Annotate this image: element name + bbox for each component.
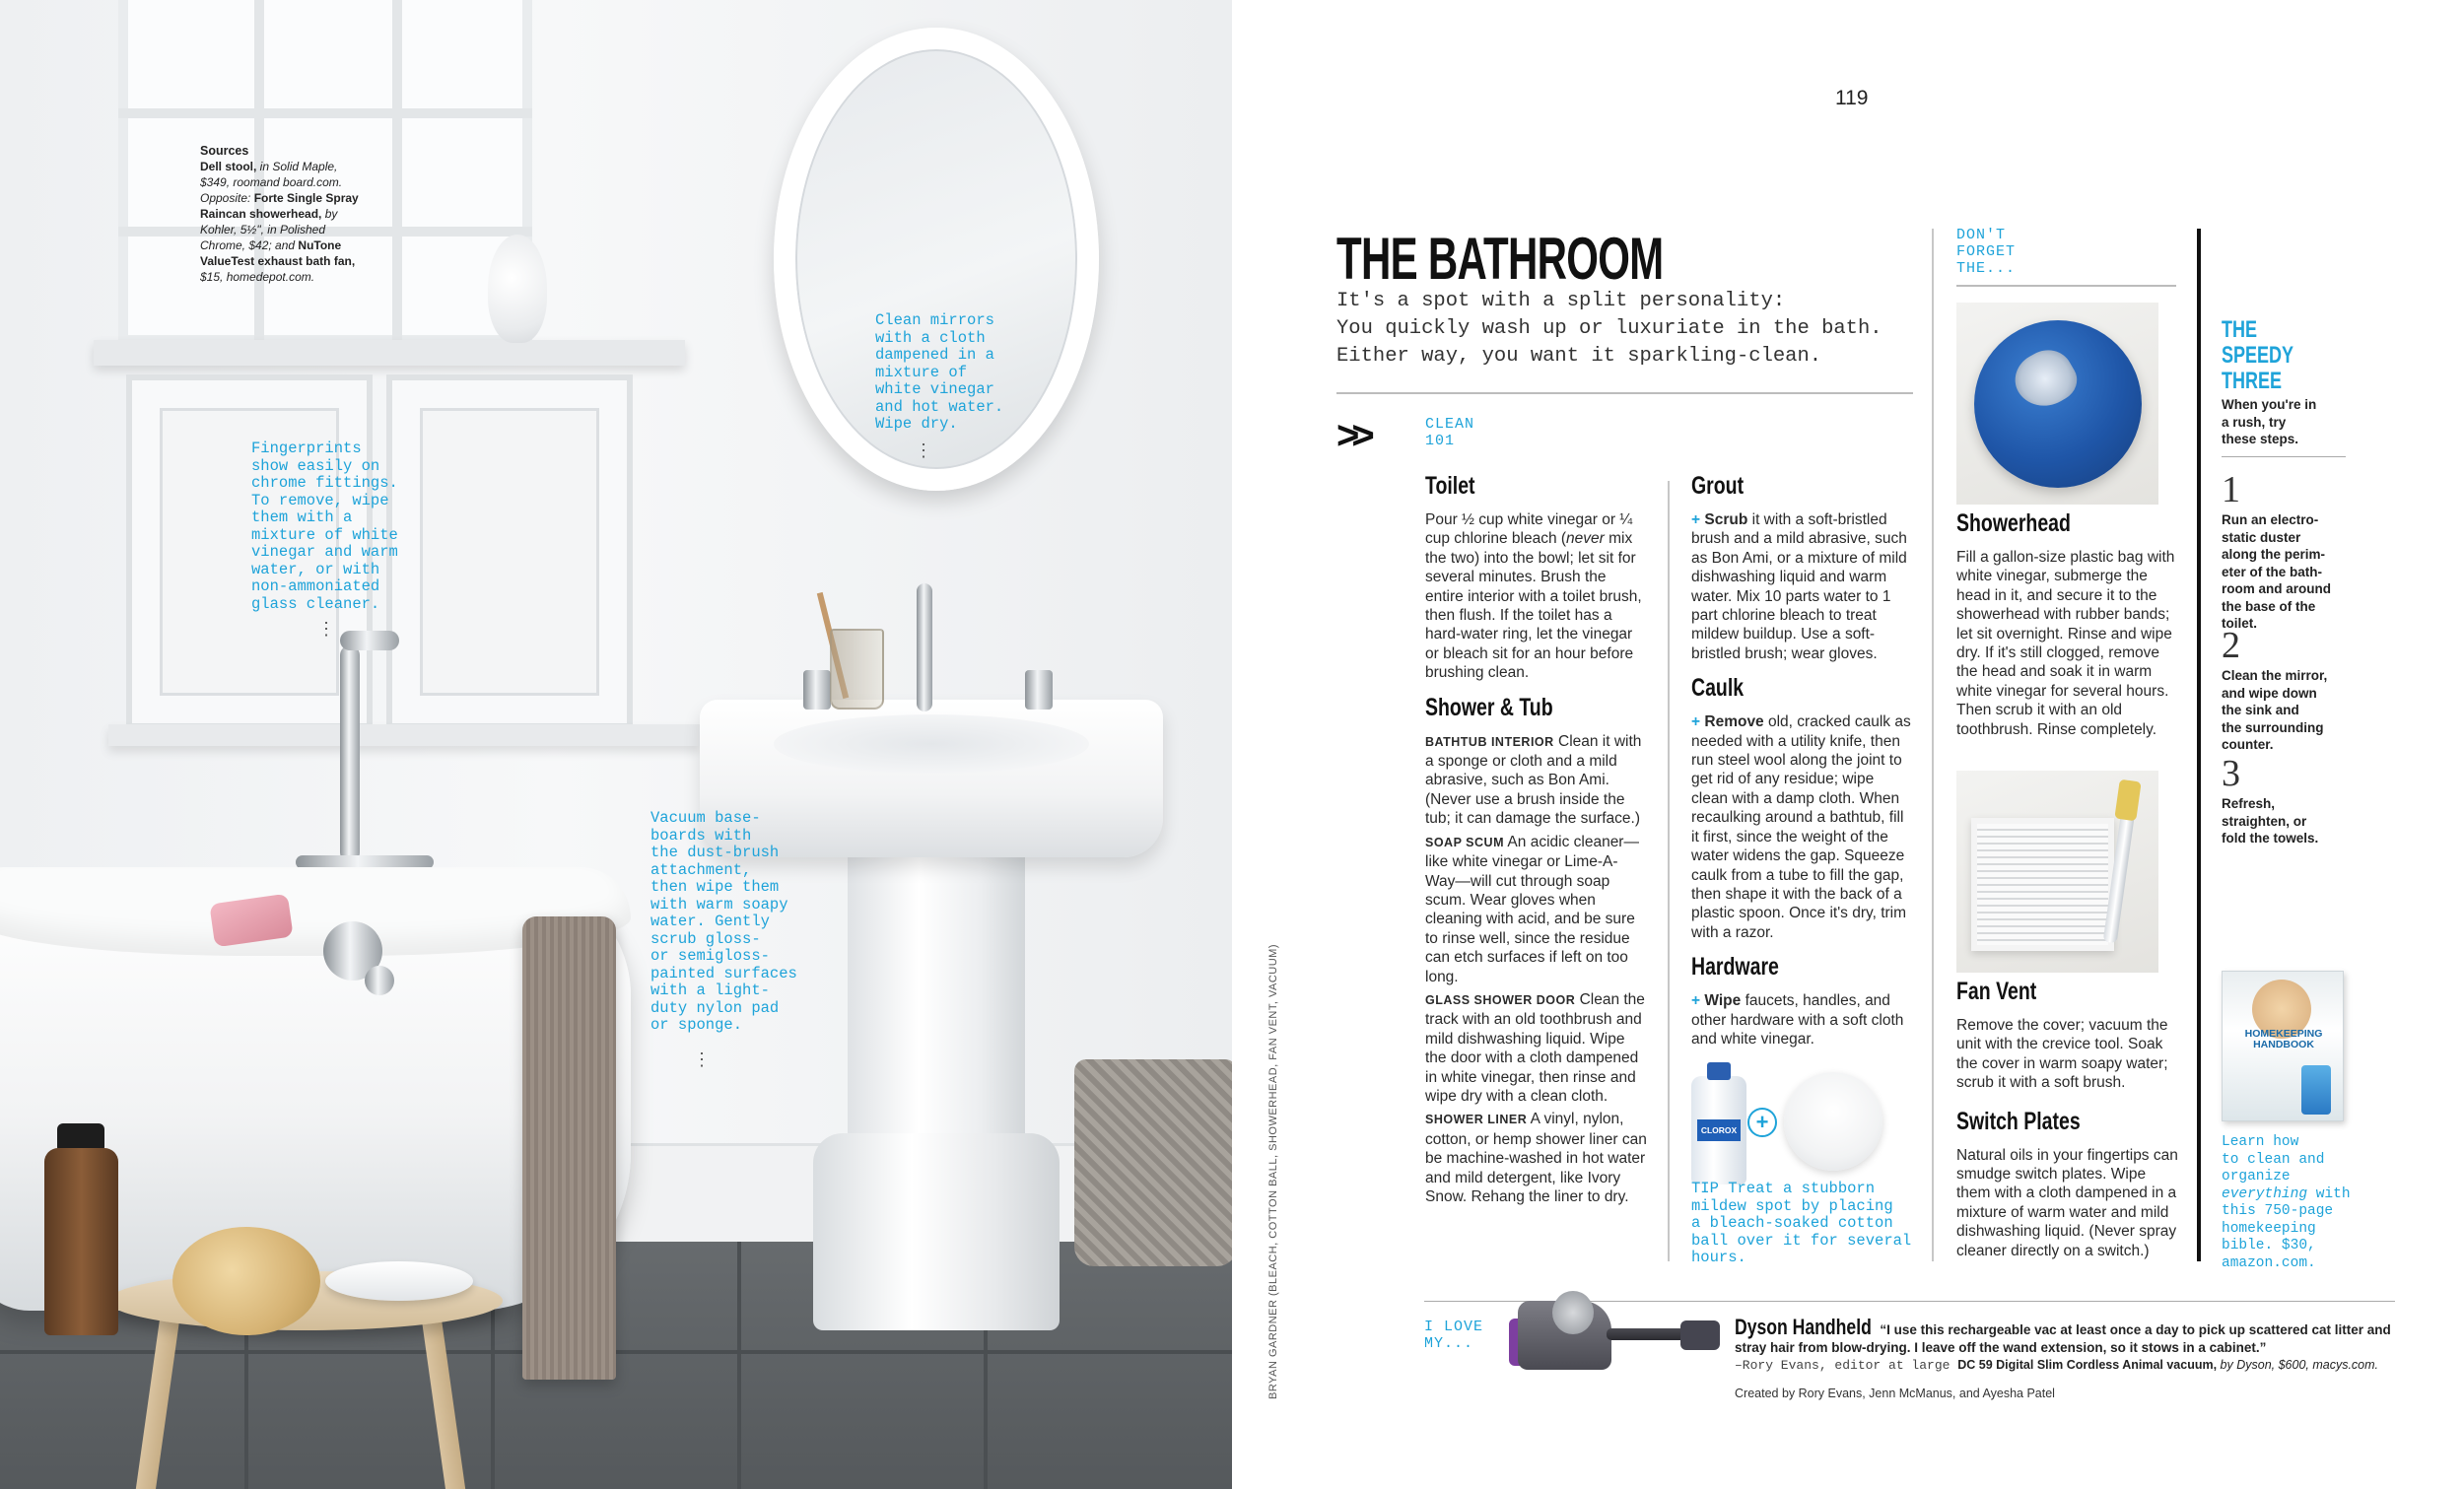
window-sill <box>94 340 685 366</box>
body-text: Clean the track with an old toothbrush and mild dishwashing liquid. Wipe the door with a cloth dampened in white vinegar, then rinse and wipe dry with a clean cloth. <box>1425 990 1645 1105</box>
section-body: Remove the cover; vacuum the unit with the crevice tool. Soak the cover in warm soapy water; scrub it with a soft brush. <box>1956 1017 2168 1092</box>
amber-bottle <box>44 1148 118 1335</box>
arrow-down-icon: ⋮ <box>317 621 335 641</box>
section-heading: Toilet <box>1425 472 1475 500</box>
blurb-text: with this 750-page homekeeping bible. $30, amazon.com. <box>2222 1185 2351 1271</box>
body-emphasis: never <box>1566 530 1605 548</box>
testimonial-quote: “I use this rechargeable vac at least once a day to pick up scattered cat litter and stray hair from blow-drying. I leave off the wand extension, so it stows in a cabinet.” <box>1735 1322 2391 1355</box>
source-name: NuTone ValueTest exhaust bath fan, <box>200 238 356 268</box>
tip-callout: TIP Treat a stubborn mildew spot by placing a bleach-soaked cotton ball over it for several hours. <box>1691 1180 1912 1266</box>
source-detail: in Solid Maple, $349, roomand board.com. Opposite: <box>200 160 343 205</box>
book-blurb <box>2222 1134 2351 1272</box>
fan-vent-photo <box>1956 771 2158 973</box>
article-deck: It's a spot with a split personality: You quickly wash up or luxuriate in the bath. Either way, you want it sparkling-clean. <box>1336 290 1882 368</box>
sidebar-rule <box>2197 229 2201 1261</box>
product-price: by Dyson, $600, macys.com. <box>2217 1358 2379 1372</box>
tub-faucet-arc <box>340 631 399 650</box>
shutter-right <box>386 374 633 729</box>
body-text: faucets, handles, and other hardware with a soft cloth and white vinegar. <box>1691 992 1904 1048</box>
speedy-three-title: THE SPEEDY THREE <box>2222 316 2294 394</box>
section-body: Fill a gallon-size plastic bag with white vinegar, submerge the head in it, and secure it to the showerhead with rubber bands; let sit overnight. Rinse and wipe dry. If it's still clogged, remove the head and soak it in warm white vinegar for several hours. Then scrub it with an old toothbrush. Rinse completely. <box>1956 549 2175 738</box>
dyson-vacuum-photo <box>1493 1289 1720 1380</box>
section-heading: Showerhead <box>1956 509 2071 537</box>
soap-dish <box>325 1261 473 1301</box>
showerhead-disc <box>1974 320 2142 488</box>
column-toilet-shower <box>1425 472 1647 1214</box>
product-detail: DC 59 Digital Slim Cordless Animal vacuum, <box>1957 1358 2218 1372</box>
body-text: old, cracked caulk as needed with a utility knife, then run steel wool along the joint to get rid of any residue; wipe clean with a damp cloth. When recaulking around a bathtub, fill it first, since the weight of the water widens the gap. Squeeze caulk from a tube to fill the gap, then shape it with the back of a plastic spoon. Once it's dry, trim with a razor. <box>1691 713 1911 941</box>
action-verb: Wipe <box>1704 992 1742 1010</box>
page-number: 119 <box>1835 87 1869 109</box>
step-text: Refresh, straighten, or fold the towels. <box>2222 796 2319 846</box>
step-number: 2 <box>2222 625 2240 666</box>
section-body <box>1425 990 1647 1106</box>
sink-handle <box>1025 670 1053 710</box>
column-divider <box>1932 229 1934 1261</box>
sink-pedestal-base <box>813 1133 1060 1330</box>
bleach-bottle <box>1691 1062 1746 1185</box>
fan-vent-section <box>1956 978 2178 1268</box>
section-body <box>1425 1110 1647 1206</box>
body-text: it with a soft-bristled brush and a mild abrasive, such as Bon Ami, or a mixture of mild dishwashing liquid and warm water. Mix 10 parts water to 1 part chlorine bleach to treat mildew buildup. Use a soft-bristled brush; wear gloves. <box>1691 511 1907 662</box>
tub-faucet <box>340 645 360 862</box>
source-name: Forte Single Spray Raincan showerhead, <box>200 191 359 221</box>
glass-cup <box>830 629 884 710</box>
column-divider <box>1668 481 1670 1261</box>
action-verb: Scrub <box>1704 511 1748 528</box>
subhead: SHOWER LINER <box>1425 1113 1528 1127</box>
cotton-ball <box>1784 1072 1882 1171</box>
section-body <box>1691 510 1913 663</box>
homekeeping-handbook-cover <box>2222 971 2344 1121</box>
bottle-cap <box>1707 1062 1731 1080</box>
body-text: Clean it with a sponge or cloth and a mild abrasive, such as Bon Ami. (Never use a brush inside the tub; it can damage the surface.) <box>1425 732 1642 828</box>
column-grout-caulk-hardware <box>1691 472 1913 1056</box>
testimonial-attribution: –Rory Evans, editor at large <box>1735 1358 1958 1373</box>
cover-spray-bottle <box>2301 1065 2331 1115</box>
section-body: Natural oils in your fingertips can smudge switch plates. Wipe them with a cloth dampened in a mixture of warm water and mild dishwashing liquid. (Never spray cleaner directly on a switch.) <box>1956 1146 2178 1259</box>
book-title: HOMEKEEPING HANDBOOK <box>2244 1028 2323 1050</box>
section-body <box>1425 510 1647 683</box>
sources-credit <box>200 143 368 285</box>
section-heading: Switch Plates <box>1956 1107 2081 1135</box>
i-love-kicker: I LOVE MY... <box>1424 1319 1484 1352</box>
plus-icon: + <box>1691 992 1701 1010</box>
section-body <box>1691 991 1913 1049</box>
section-heading: Caulk <box>1691 674 1745 703</box>
section-body <box>1691 712 1913 942</box>
speedy-step <box>2222 752 2318 847</box>
chevron-right-icon: >> <box>1336 414 1367 457</box>
fan-vent-cover <box>1971 818 2114 951</box>
sink-handle <box>803 670 831 710</box>
hanging-towel <box>522 916 616 1380</box>
speedy-three-intro: When you're in a rush, try these steps. <box>2222 397 2317 446</box>
vac-cyclone <box>1552 1291 1594 1334</box>
vac-wand <box>1607 1328 1690 1340</box>
wicker-basket <box>1074 1059 1232 1266</box>
vac-head <box>1680 1320 1720 1350</box>
blurb-emphasis: everything <box>2222 1185 2308 1202</box>
step-number: 1 <box>2222 469 2240 510</box>
sources-body <box>200 159 368 285</box>
sink-pedestal <box>848 847 1025 1143</box>
step-number: 3 <box>2222 753 2240 794</box>
tub-drain <box>365 966 394 995</box>
window-mullion <box>392 0 402 345</box>
showerhead-section <box>1956 509 2178 747</box>
body-text: A vinyl, nylon, cotton, or hemp shower liner can be machine-washed in hot water and mild detergent, like Ivory Snow. Rehang the liner to dry. <box>1425 1111 1647 1205</box>
window-mullion <box>118 108 532 118</box>
shutter-sill <box>108 724 700 746</box>
source-detail: $15, homedepot.com. <box>200 270 315 284</box>
vase <box>488 235 547 343</box>
body-text: Pour ½ cup white vinegar or ¼ cup chlorine bleach ( <box>1425 511 1633 548</box>
product-name: Dyson Handheld <box>1735 1315 1872 1339</box>
speedy-step <box>2222 624 2327 754</box>
speedy-step <box>2222 468 2331 633</box>
sidebar-divider <box>2222 456 2346 457</box>
kicker-rule <box>1956 285 2176 287</box>
source-name: Dell stool, <box>200 160 257 173</box>
body-text: mix the two) into the bowl; let sit for several minutes. Brush the entire interior with a toilet brush, then flush. If the toilet has a hard-water ring, let the vinegar or bleach sit for an hour before brushing clean. <box>1425 530 1642 682</box>
dyson-testimonial <box>1735 1315 2405 1375</box>
section-body <box>1425 732 1647 829</box>
source-detail: by Kohler, 5½", in Polished Chrome, $42; and <box>200 207 338 252</box>
section-heading: Fan Vent <box>1956 978 2037 1005</box>
arrow-down-icon: ⋮ <box>915 442 932 462</box>
subhead: SOAP SCUM <box>1425 835 1504 849</box>
section-heading: Shower & Tub <box>1425 693 1553 721</box>
arrow-down-icon: ⋮ <box>693 1051 711 1071</box>
bottle-label: CLOROX <box>1697 1119 1741 1141</box>
section-heading: Grout <box>1691 472 1745 500</box>
plus-icon: + <box>1691 713 1701 731</box>
photo-credit: BRYAN GARDNER (BLEACH, COTTON BALL, SHOWERHEAD, FAN VENT, VACUUM) <box>1267 944 1279 1399</box>
plus-icon: + <box>1691 511 1701 528</box>
sink-basin <box>774 714 1089 774</box>
article-title: THE BATHROOM <box>1336 226 1664 292</box>
tile-grout-line <box>0 1350 1232 1354</box>
section-body <box>1425 833 1647 986</box>
title-rule <box>1336 392 1913 394</box>
subhead: BATHTUB INTERIOR <box>1425 734 1554 749</box>
dont-forget-kicker: DON'T FORGET THE... <box>1956 227 2017 277</box>
body-text: An acidic cleaner—like white vinegar or Lime-A-Way—will cut through soap scum. Wear gloves when cleaning with acid, and be sure to rinse well, since the residue can etch surfaces if left on too long. <box>1425 833 1639 985</box>
sea-sponge <box>172 1227 320 1335</box>
step-text: Run an electro- static duster along the perim- eter of the bath- room and around the base of the toilet. <box>2222 512 2331 631</box>
mirror-tip: Clean mirrors with a cloth dampened in a mixture of white vinegar and hot water. Wipe dry. <box>875 311 1004 433</box>
section-heading: Hardware <box>1691 953 1779 981</box>
brush-head <box>2114 779 2141 822</box>
blurb-text: Learn how to clean and organize <box>2222 1134 2325 1184</box>
credits-line: Created by Rory Evans, Jenn McManus, and Ayesha Patel <box>1735 1387 2055 1400</box>
plus-icon: + <box>1747 1108 1777 1137</box>
action-verb: Remove <box>1704 713 1764 731</box>
step-text: Clean the mirror, and wipe down the sink and the surrounding counter. <box>2222 668 2328 752</box>
sources-heading: Sources <box>200 144 249 158</box>
section-kicker: CLEAN 101 <box>1425 416 1475 449</box>
showerhead-photo <box>1956 303 2158 505</box>
subhead: GLASS SHOWER DOOR <box>1425 992 1576 1007</box>
baseboard-tip: Vacuum base- boards with the dust-brush attachment, then wipe them with warm soapy water. Gently scrub gloss- or semigloss- painted surfaces with a light- duty nylon pad or sponge. <box>650 809 797 1034</box>
chrome-tip: Fingerprints show easily on chrome fittings. To remove, wipe them with a mixture of white vinegar and warm water, or with non-ammoniated glass cleaner. <box>251 440 398 613</box>
sink-faucet <box>917 583 932 711</box>
